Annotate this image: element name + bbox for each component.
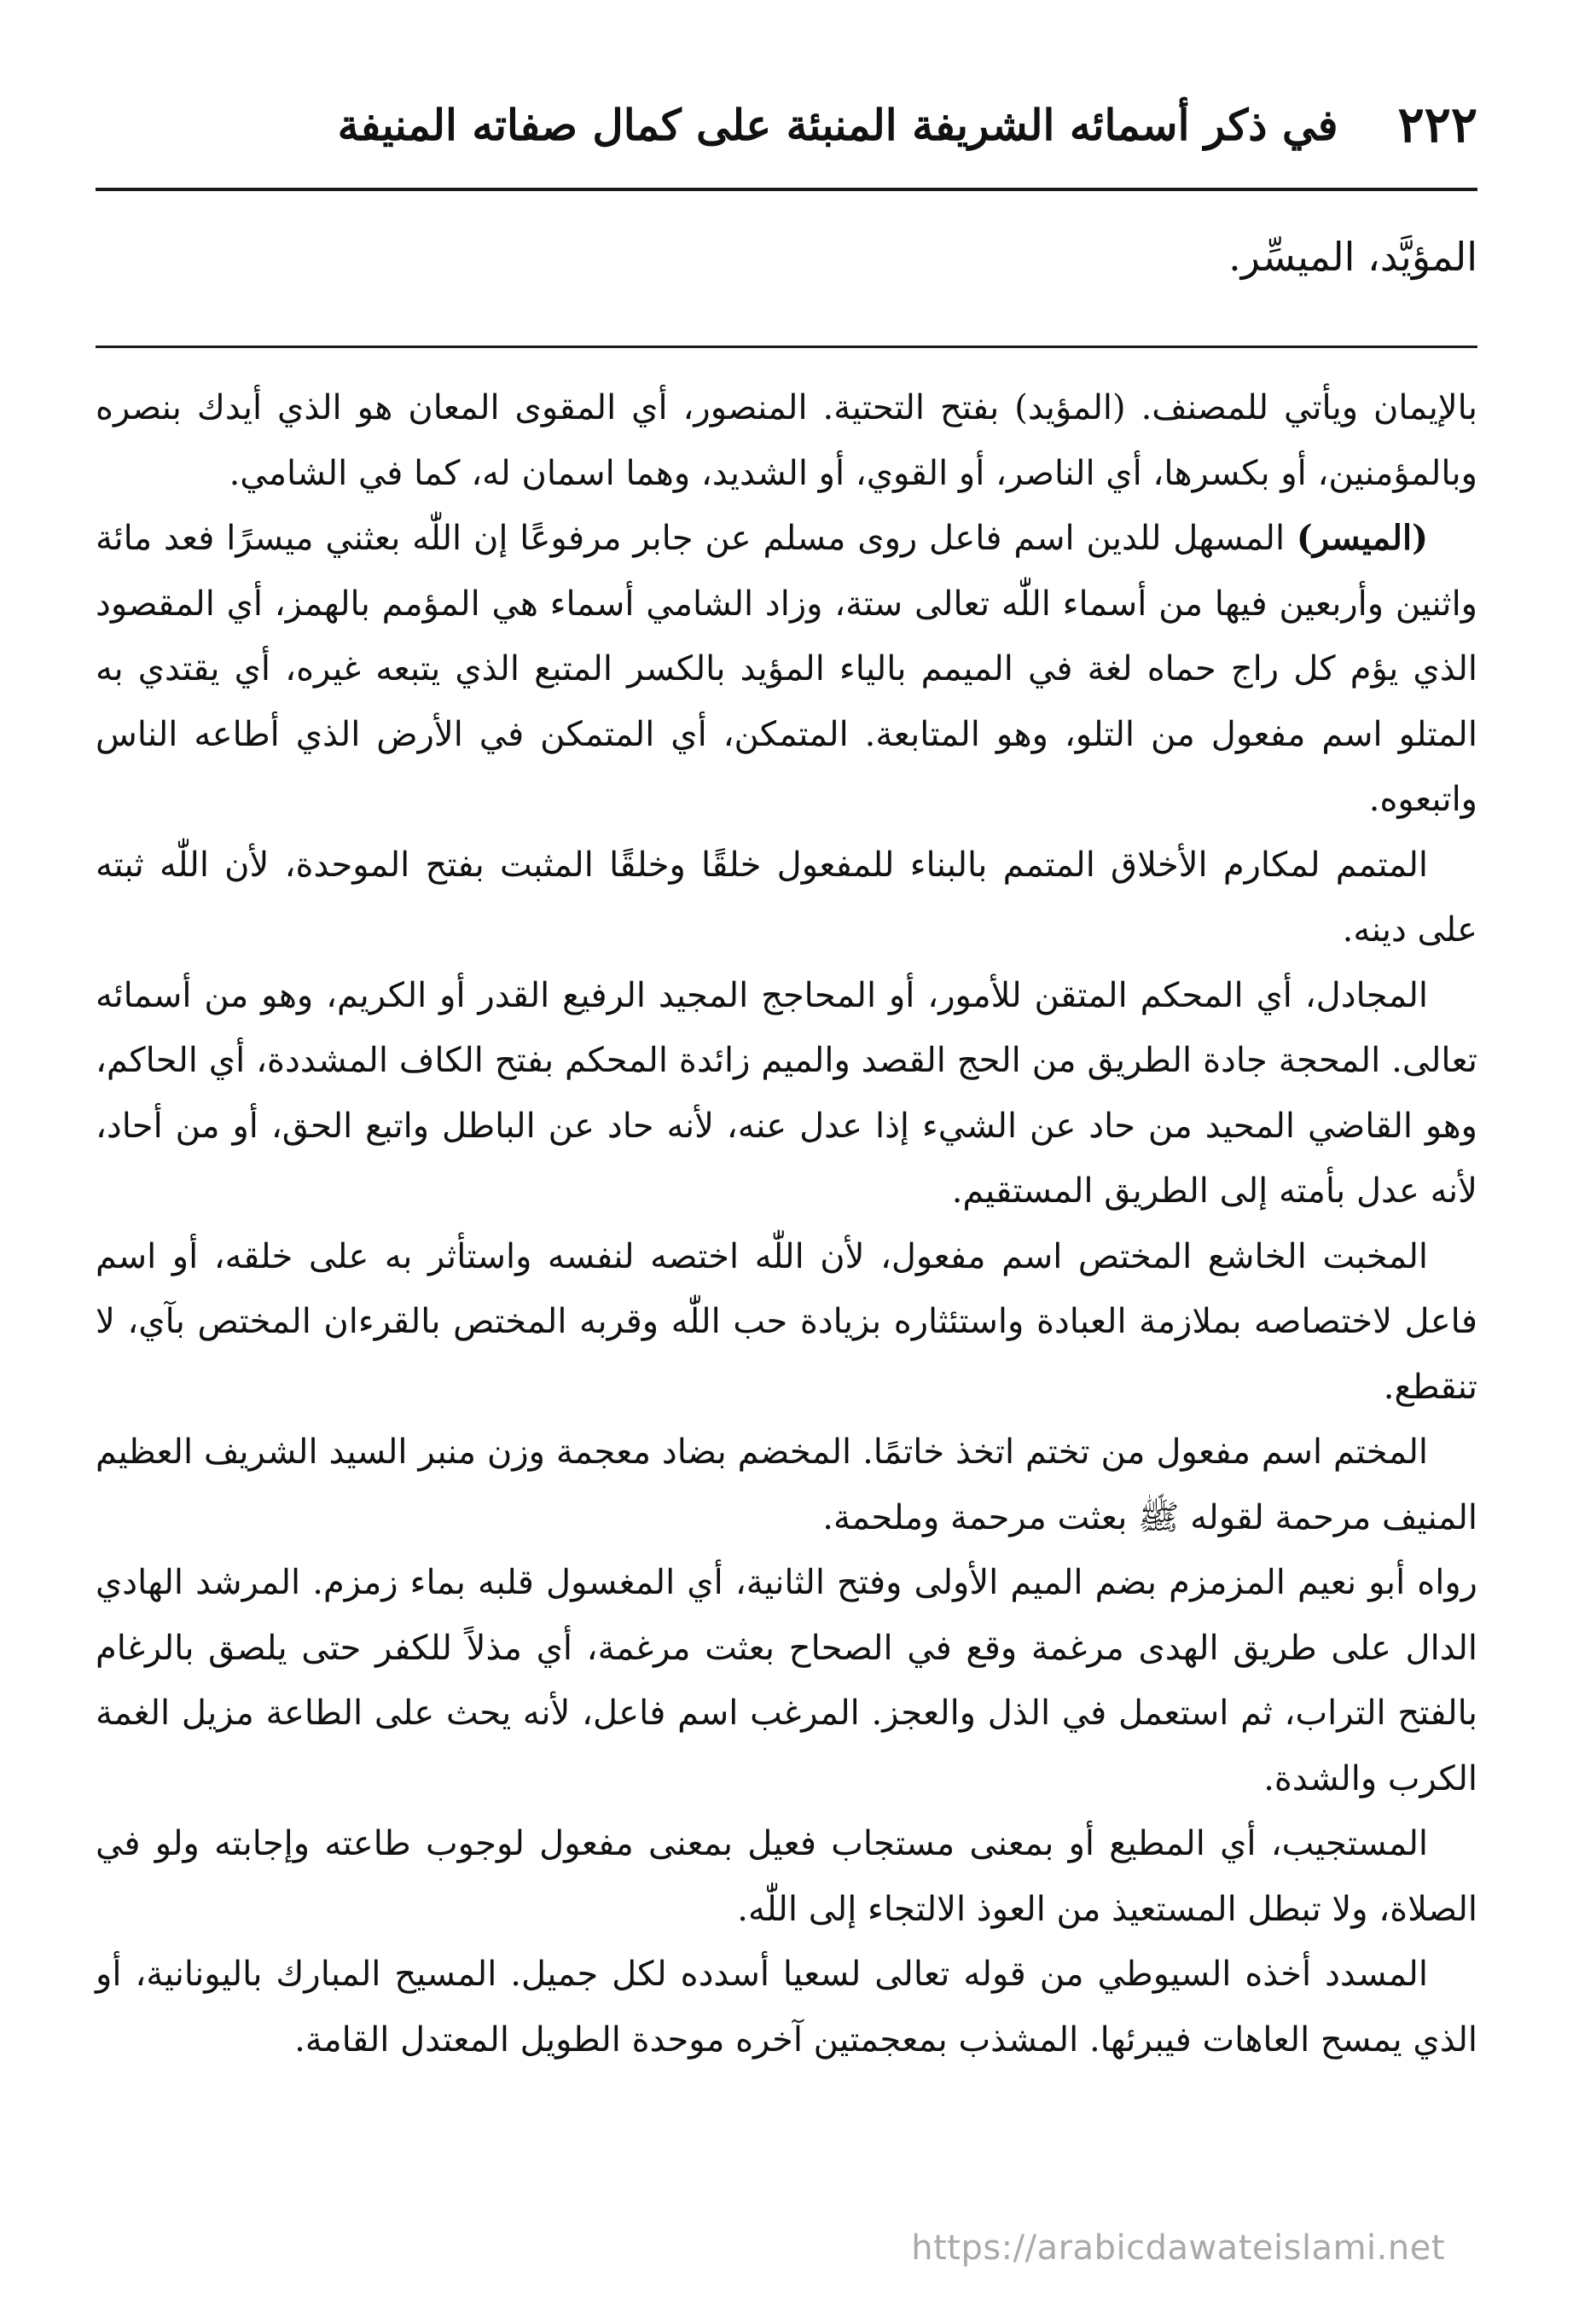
paragraph-text: المستجيب، أي المطيع أو بمعنى مستجاب فعيل بمعنى مفعول لوجوب طاعته وإجابته ولو في الصلاة، ولا تبطل المستعيذ من العوذ الالتجاء إلى اللّٰه.	[96, 1824, 1477, 1929]
commentary-paragraph	[96, 1420, 1477, 1550]
commentary-paragraph	[96, 833, 1477, 963]
matn-text: المؤيَّد، الميسِّر.	[1228, 234, 1477, 280]
paragraph-text: المتمم لمكارم الأخلاق المتمم بالبناء للمفعول خلقًا وخلقًا المثبت بفتح الموحدة، لأن اللّٰه ثبته على دينه.	[96, 845, 1477, 950]
paragraph-text: المسهل للدين اسم فاعل روى مسلم عن جابر مرفوعًا إن اللّٰه بعثني ميسرًا فعد مائة واثنين وأربعين فيها من أسماء اللّٰه تعالى ستة، وزاد الشامي أسماء هي المؤمم بالهمز، أي المقصود الذي يؤم كل راج حماه لغة في الميمم بالياء المؤيد بالكسر المتبع الذي يتبعه غيره، أي يقتدي به المتلو اسم مفعول من التلو، وهو المتابعة. المتمكن، أي المتمكن في الأرض الذي أطاعه الناس واتبعوه.	[96, 519, 1477, 819]
commentary-paragraph	[96, 506, 1477, 833]
paragraph-text: المخبت الخاشع المختص اسم مفعول، لأن اللّٰه اختصه لنفسه واستأثر به على خلقه، أو اسم فاعل لاختصاصه بملازمة العبادة واستئثاره بزيادة حب اللّٰه وقربه المختص بالقرءان المختص بآي، لا تنقطع.	[96, 1236, 1477, 1407]
header-divider	[96, 188, 1477, 191]
paragraph-text: المختم اسم مفعول من تختم اتخذ خاتمًا. المخضم بضاد معجمة وزن منبر السيد الشريف العظيم المنيف مرحمة لقوله ﷺ بعثت مرحمة وملحمة.	[96, 1432, 1477, 1537]
commentary-paragraph	[96, 1811, 1477, 1942]
commentary-divider	[96, 346, 1477, 348]
paragraph-text: المسدد أخذه السيوطي من قوله تعالى لسعيا أسدده لكل جميل. المسيح المبارك باليونانية، أو الذي يمسح العاهات فيبرئها. المشذب بمعجمتين آخره موحدة الطويل المعتدل القامة.	[96, 1955, 1477, 2060]
commentary-paragraph	[96, 1224, 1477, 1421]
commentary-paragraph	[96, 1942, 1477, 2072]
commentary-paragraph	[96, 1550, 1477, 1811]
commentary-body	[96, 375, 1477, 2072]
commentary-paragraph	[96, 375, 1477, 506]
paragraph-text: بالإيمان ويأتي للمصنف. (المؤيد) بفتح التحتية. المنصور، أي المقوى المعان هو الذي أيدك بنصره وبالمؤمنين، أو بكسرها، أي الناصر، أو القوي، أو الشديد، وهما اسمان له، كما في الشامي.	[96, 388, 1477, 493]
entry-term: (الميسر)	[1296, 518, 1428, 558]
commentary-paragraph	[96, 963, 1477, 1224]
paragraph-text: رواه أبو نعيم المزمزم بضم الميم الأولى وفتح الثانية، أي المغسول قلبه بماء زمزم. المرشد الهادي الدال على طريق الهدى مرغمة وقع في الصحاح بعثت مرغمة، أي مذلاً للكفر حتى يلصق بالرغام بالفتح التراب، ثم استعمل في الذل والعجز. المرغب اسم فاعل، لأنه يحث على الطاعة مزيل الغمة الكرب والشدة.	[96, 1563, 1477, 1798]
paragraph-text: المجادل، أي المحكم المتقن للأمور، أو المحاجج المجيد الرفيع القدر أو الكريم، وهو من أسمائه تعالى. المحجة جادة الطريق من الحج القصد والميم زائدة المحكم بفتح الكاف المشددة، أي الحاكم، وهو القاضي المحيد من حاد عن الشيء إذا عدل عنه، لأنه حاد عن الباطل واتبع الحق، أو من أحاد، لأنه عدل بأمته إلى الطريق المستقيم.	[96, 975, 1478, 1211]
page-header	[96, 82, 1477, 167]
running-title: في ذكر أسمائه الشريفة المنبئة على كمال صفاته المنيفة	[337, 99, 1338, 150]
page-number: ٢٢٢	[1397, 96, 1477, 154]
watermark-url: https://arabicdawateislami.net	[911, 2228, 1445, 2268]
